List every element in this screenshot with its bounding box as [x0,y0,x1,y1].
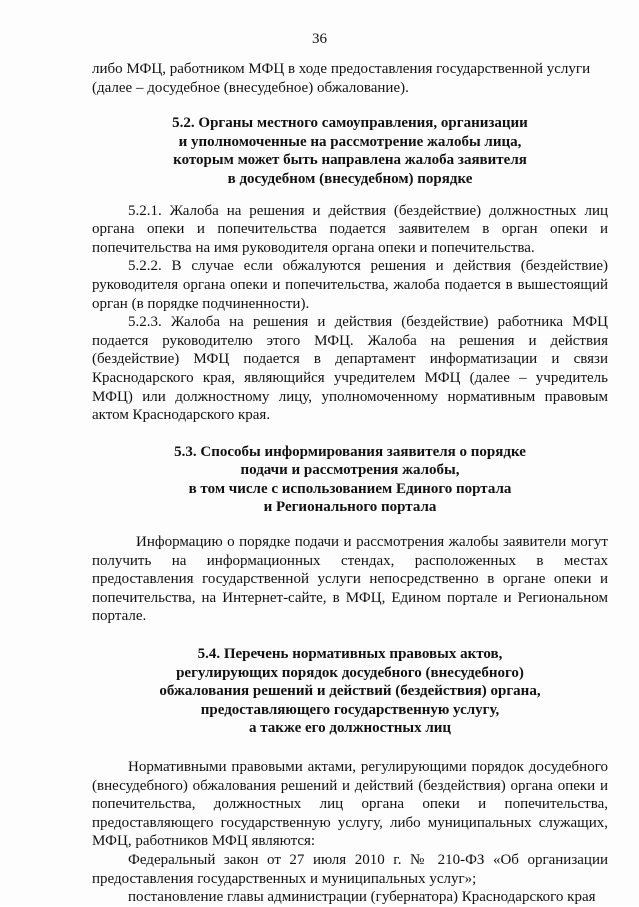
heading-line: а также его должностных лиц [248,720,452,737]
paragraph-5-3-1: Информацию о порядке подачи и рассмотрения жалобы заявители могут получить на информационных стендах, расположенных в местах предоставления государственной услуги непосредственно в органе опеки и попечительства, на Интернет-сайте, в МФЦ, Едином портале и Региональном портале. [92,534,608,625]
section-5-2-heading [92,114,608,188]
heading-line: 5.4. Перечень нормативных правовых актов, [197,646,503,663]
intro-line-1: либо МФЦ, работником МФЦ в ходе предоставления государственной услуги [92,61,591,77]
heading-line: 5.3. Способы информирования заявителя о порядке [174,443,526,460]
heading-line: в том числе с использованием Единого портала [188,480,512,497]
heading-line: предоставляющего государственную услугу, [200,701,500,718]
paragraph-5-2-1: 5.2.1. Жалоба на решения и действия (бездействие) должностных лиц органа опеки и попечительства подается заявителем в орган опеки и попечительства на имя руководителя органа опеки и попечительства. [92,202,608,256]
heading-line: в досудебном (внесудебном) порядке [227,170,473,187]
paragraph-5-2-2: 5.2.2. В случае если обжалуются решения и действия (бездействие) руководителя органа опеки и попечительства, жалоба подается в вышестоящий орган (в порядке подчиненности). [92,258,608,312]
intro-line-2: (далее – досудебное (внесудебное) обжалование). [92,79,409,96]
paragraph-5-4-2: Федеральный закон от 27 июля 2010 г. № 210-ФЗ «Об организации предоставления государственных и муниципальных услуг»; [92,851,608,887]
heading-line: обжалования решений и действий (бездействия) органа, [159,683,541,700]
section-5-4-heading [92,645,608,738]
heading-line: и уполномоченные на рассмотрение жалобы лица, [178,133,522,150]
heading-line: подачи и рассмотрения жалобы, [240,462,460,479]
paragraph-5-4-3: постановление главы администрации (губернатора) Краснодарского края [128,889,596,906]
heading-line: регулирующих порядок досудебного (внесудебного) [176,664,524,681]
heading-line: которым может быть направлена жалоба заявителя [173,152,527,169]
paragraph-5-4-1: Нормативными правовыми актами, регулирующими порядок досудебного (внесудебного) обжалования решений и действий (бездействия) органа опеки и попечительства, должностных лиц органа опеки и попечительства, предоставляющего государственную услугу, либо муниципальных служащих, МФЦ, работников МФЦ являются: [92,759,608,850]
heading-line: 5.2. Органы местного самоуправления, организации [172,115,528,132]
page-content [92,60,608,907]
heading-line: и Регионального портала [263,499,437,516]
page-number: 36 [312,31,327,47]
paragraph-5-2-3: 5.2.3. Жалоба на решения и действия (бездействие) работника МФЦ подается руководителю этого МФЦ. Жалоба на решения и действия (бездействие) МФЦ подается в департамент информатизации и связи Краснодарского края, являющийся учредителем МФЦ (далее – учредитель МФЦ) или должностному лицу, уполномоченному нормативным правовым актом Краснодарского края. [92,314,608,424]
section-5-3-heading [92,443,608,517]
